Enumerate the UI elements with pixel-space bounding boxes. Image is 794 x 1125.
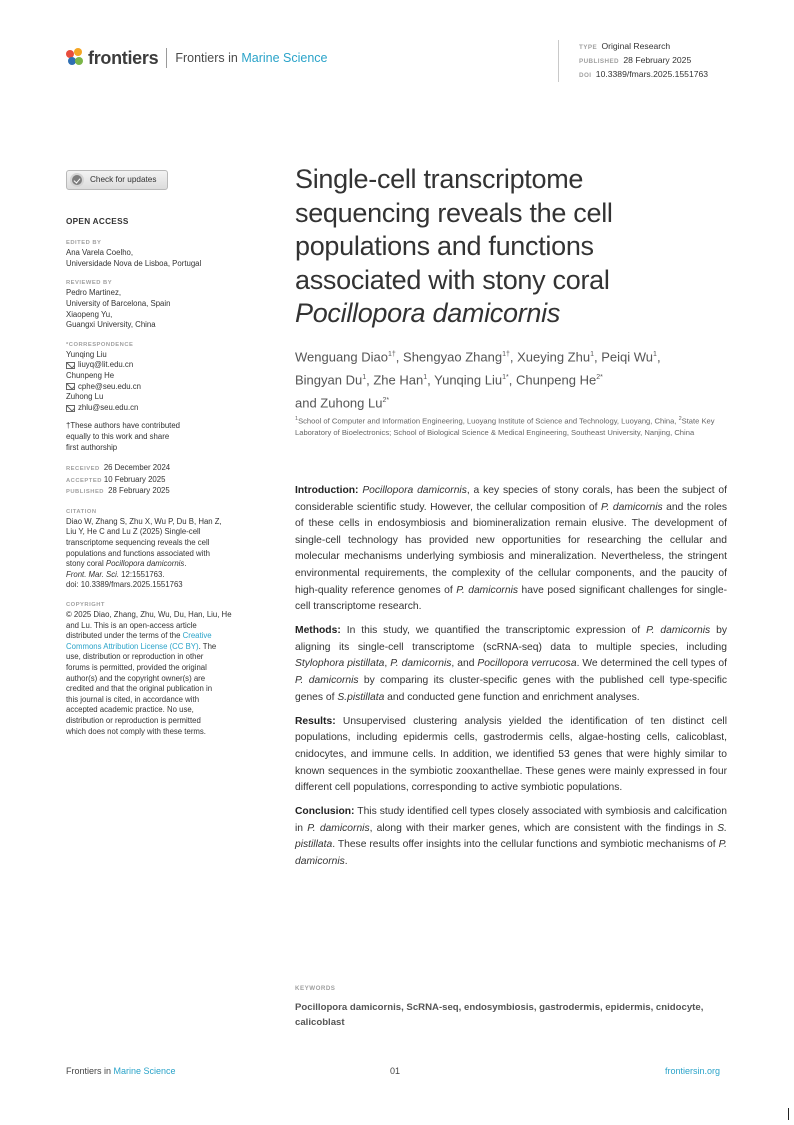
article-meta (558, 40, 738, 82)
article-doi: DOI 10.3389/fmars.2025.1551763 (579, 69, 709, 79)
check-for-updates-button[interactable]: Check for updates (66, 170, 168, 190)
accepted-date: ACCEPTED 10 February 2025 (66, 474, 166, 484)
page-number: 01 (390, 1066, 401, 1076)
corresponding-author: Zuhong Lu (66, 392, 104, 402)
editor-name: Ana Varela Coelho, (66, 248, 134, 258)
reviewer-affiliation: University of Barcelona, Spain (66, 298, 171, 308)
open-access-label: OPEN ACCESS (66, 216, 129, 226)
logo-divider (166, 48, 167, 68)
abstract-methods: Methods: In this study, we quantified the transcriptomic expression of P. damicornis by aligning its single-cell transcriptome (scRNA-seq) data to multiple species, including Stylophora pistillata, P. damicornis, and Pocillopora verrucosa. We determined the cell types of P. damicornis by comparing its cluster-specific genes with the published cell type-specific genes of S.pistillata and conducted gene function and enrichment analyses. (295, 625, 728, 703)
abstract-conclusion: Conclusion: This study identified cell types closely associated with symbiosis and calcification in P. damicornis, along with their marker genes, which are consistent with the findings in S. pistillata. These results offer insights into the cellular functions and symbiotic mechanisms of P. damicornis. (295, 806, 727, 867)
frontiers-logo[interactable] (66, 47, 327, 69)
copyright-text: © 2025 Diao, Zhang, Zhu, Wu, Du, Han, Liu, He and Lu. This is an open-access article distributed under the terms of the Creative Commons Attribution License (CC BY). The use, distribution or reproduction in other forums is permitted, provided the original author(s) and the copyright owner(s) are credited and that the original publication in this journal is cited, in accordance with accepted academic practice. No use, distribution or reproduction is permitted which does not comply with these terms. (66, 610, 232, 736)
author-name[interactable]: Shengyao Zhang (403, 349, 503, 365)
history-dates (66, 463, 266, 498)
footer-journal: Frontiers in Marine Science (66, 1066, 176, 1076)
received-date: RECEIVED 26 December 2024 (66, 463, 171, 473)
envelope-icon (66, 405, 75, 412)
correspondence-label: *CORRESPONDENCE (66, 341, 134, 348)
reviewed-by-label: REVIEWED BY (66, 280, 113, 287)
reviewer-name: Xiaopeng Yu, (66, 309, 113, 319)
citation-label: CITATION (66, 508, 97, 515)
brand-name: frontiers (88, 47, 159, 68)
author-name[interactable]: Yunqing Liu (434, 372, 503, 388)
author-name[interactable]: Zhe Han (373, 372, 424, 388)
article-published: PUBLISHED 28 February 2025 (579, 55, 692, 65)
reviewer-affiliation: Guangxi University, China (66, 320, 156, 330)
author-list: Wenguang Diao$^{1\dagger}$, Shengyao Zhang$^{1\dagger}$, Xueying Zhu$^1$, Peiqi Wu$^1$, Bingyan Du$^1$, Zhe Han$^1$, Yunqing Liu$^{1*}$, Chunpeng $He^{2*}$ and Zuhong $Lu^{2*}$ (295, 349, 661, 410)
keywords-section (295, 985, 727, 1030)
footer-site-link[interactable]: frontiersin.org (665, 1066, 721, 1076)
reviewer-name: Pedro Martinez, (66, 288, 122, 298)
license-link[interactable]: Creative (182, 631, 212, 641)
abstract-introduction: Introduction: Pocillopora damicornis, a key species of stony corals, has been the subject of considerable scientific study. However, the cellular composition of P. damicornis and the roles of these cells in endosymbiosis and biomineralization remain elusive. The development of single-cell technology has provided new opportunities for researching the cellular and molecular mechanisms underlying symbiosis and mineralization. Nevertheless, the stringent environmental requirements, the complexity of the cellular components, and the paucity of high-quality reference genomes of P. damicornis have posed significant challenges for single-cell transcriptome research. (295, 485, 728, 613)
article-sidebar (66, 170, 266, 737)
abstract (295, 483, 727, 878)
check-icon (70, 173, 84, 187)
copyright-label: COPYRIGHT (66, 602, 105, 609)
author-name[interactable]: Chunpeng He (515, 372, 597, 388)
affiliations: $^1$School of Computer and Information Engineering, Luoyang Institute of Science and Technology, Luoyang, China, $^2$State Key Laboratory of Bioelectronics; School of Biological Science & Medical Engineering, Southeast University, Nanjing, China (295, 416, 715, 437)
author-name[interactable]: and Zuhong Lu (295, 394, 383, 410)
author-name[interactable]: Wenguang Diao (295, 349, 388, 365)
author-name[interactable]: Peiqi Wu (601, 349, 654, 365)
edited-by-label: EDITED BY (66, 240, 102, 247)
corresponding-author: Chunpeng He (66, 370, 115, 380)
email-link[interactable]: cphe@seu.edu.cn (66, 382, 266, 393)
email-link[interactable]: liuyq@lit.edu.cn (66, 360, 266, 371)
article-title: Single-cell transcriptome sequencing reveals the cell populations and functions associated with stony coral Pocillopora damicornis (295, 164, 613, 328)
journal-name: Frontiers in Marine Science (175, 51, 328, 65)
email-link[interactable]: zhlu@seu.edu.cn (66, 403, 266, 414)
page-edge-mark (788, 1108, 789, 1120)
frontiers-logo-icon (66, 48, 84, 68)
equal-contribution-note: †These authors have contributed equally to this work and share first authorship (66, 421, 180, 452)
keywords-list: Pocillopora damicornis, ScRNA-seq, endosymbiosis, gastrodermis, epidermis, cnidocyte, calicoblast (295, 1002, 704, 1028)
envelope-icon (66, 383, 75, 390)
citation-text: Diao W, Zhang S, Zhu X, Wu P, Du B, Han Z, Liu Y, He C and Lu Z (2025) Single-cell transcriptome sequencing reveals the cell populations and functions associated with stony coral Pocillopora damicornis. Front. Mar. Sci. 12:1551763. doi: 10.3389/fmars.2025.1551763 (66, 516, 222, 590)
envelope-icon (66, 362, 75, 369)
corresponding-author: Yunqing Liu (66, 349, 107, 359)
editor-affiliation: Universidade Nova de Lisboa, Portugal (66, 258, 202, 268)
abstract-results: Results: Unsupervised clustering analysis yielded the identification of ten distinct cell populations, including epidermis cells, gastrodermis cells, algae-hosting cells, calicoblast, cnidocytes, and immune cells. In addition, we identified 53 genes that were highly similar to known sequences in the symbiotic zooxanthellae. These genes were mainly expressed in four different cell populations, corresponding to active symbiotic populations. (295, 715, 727, 794)
author-name[interactable]: Bingyan Du (295, 372, 363, 388)
keywords-label: KEYWORDS (295, 985, 336, 992)
author-name[interactable]: Xueying Zhu (517, 349, 591, 365)
article-type: TYPE Original Research (579, 41, 671, 51)
license-link[interactable]: Commons Attribution License (CC BY) (66, 641, 199, 651)
published-date: PUBLISHED 28 February 2025 (66, 486, 170, 496)
